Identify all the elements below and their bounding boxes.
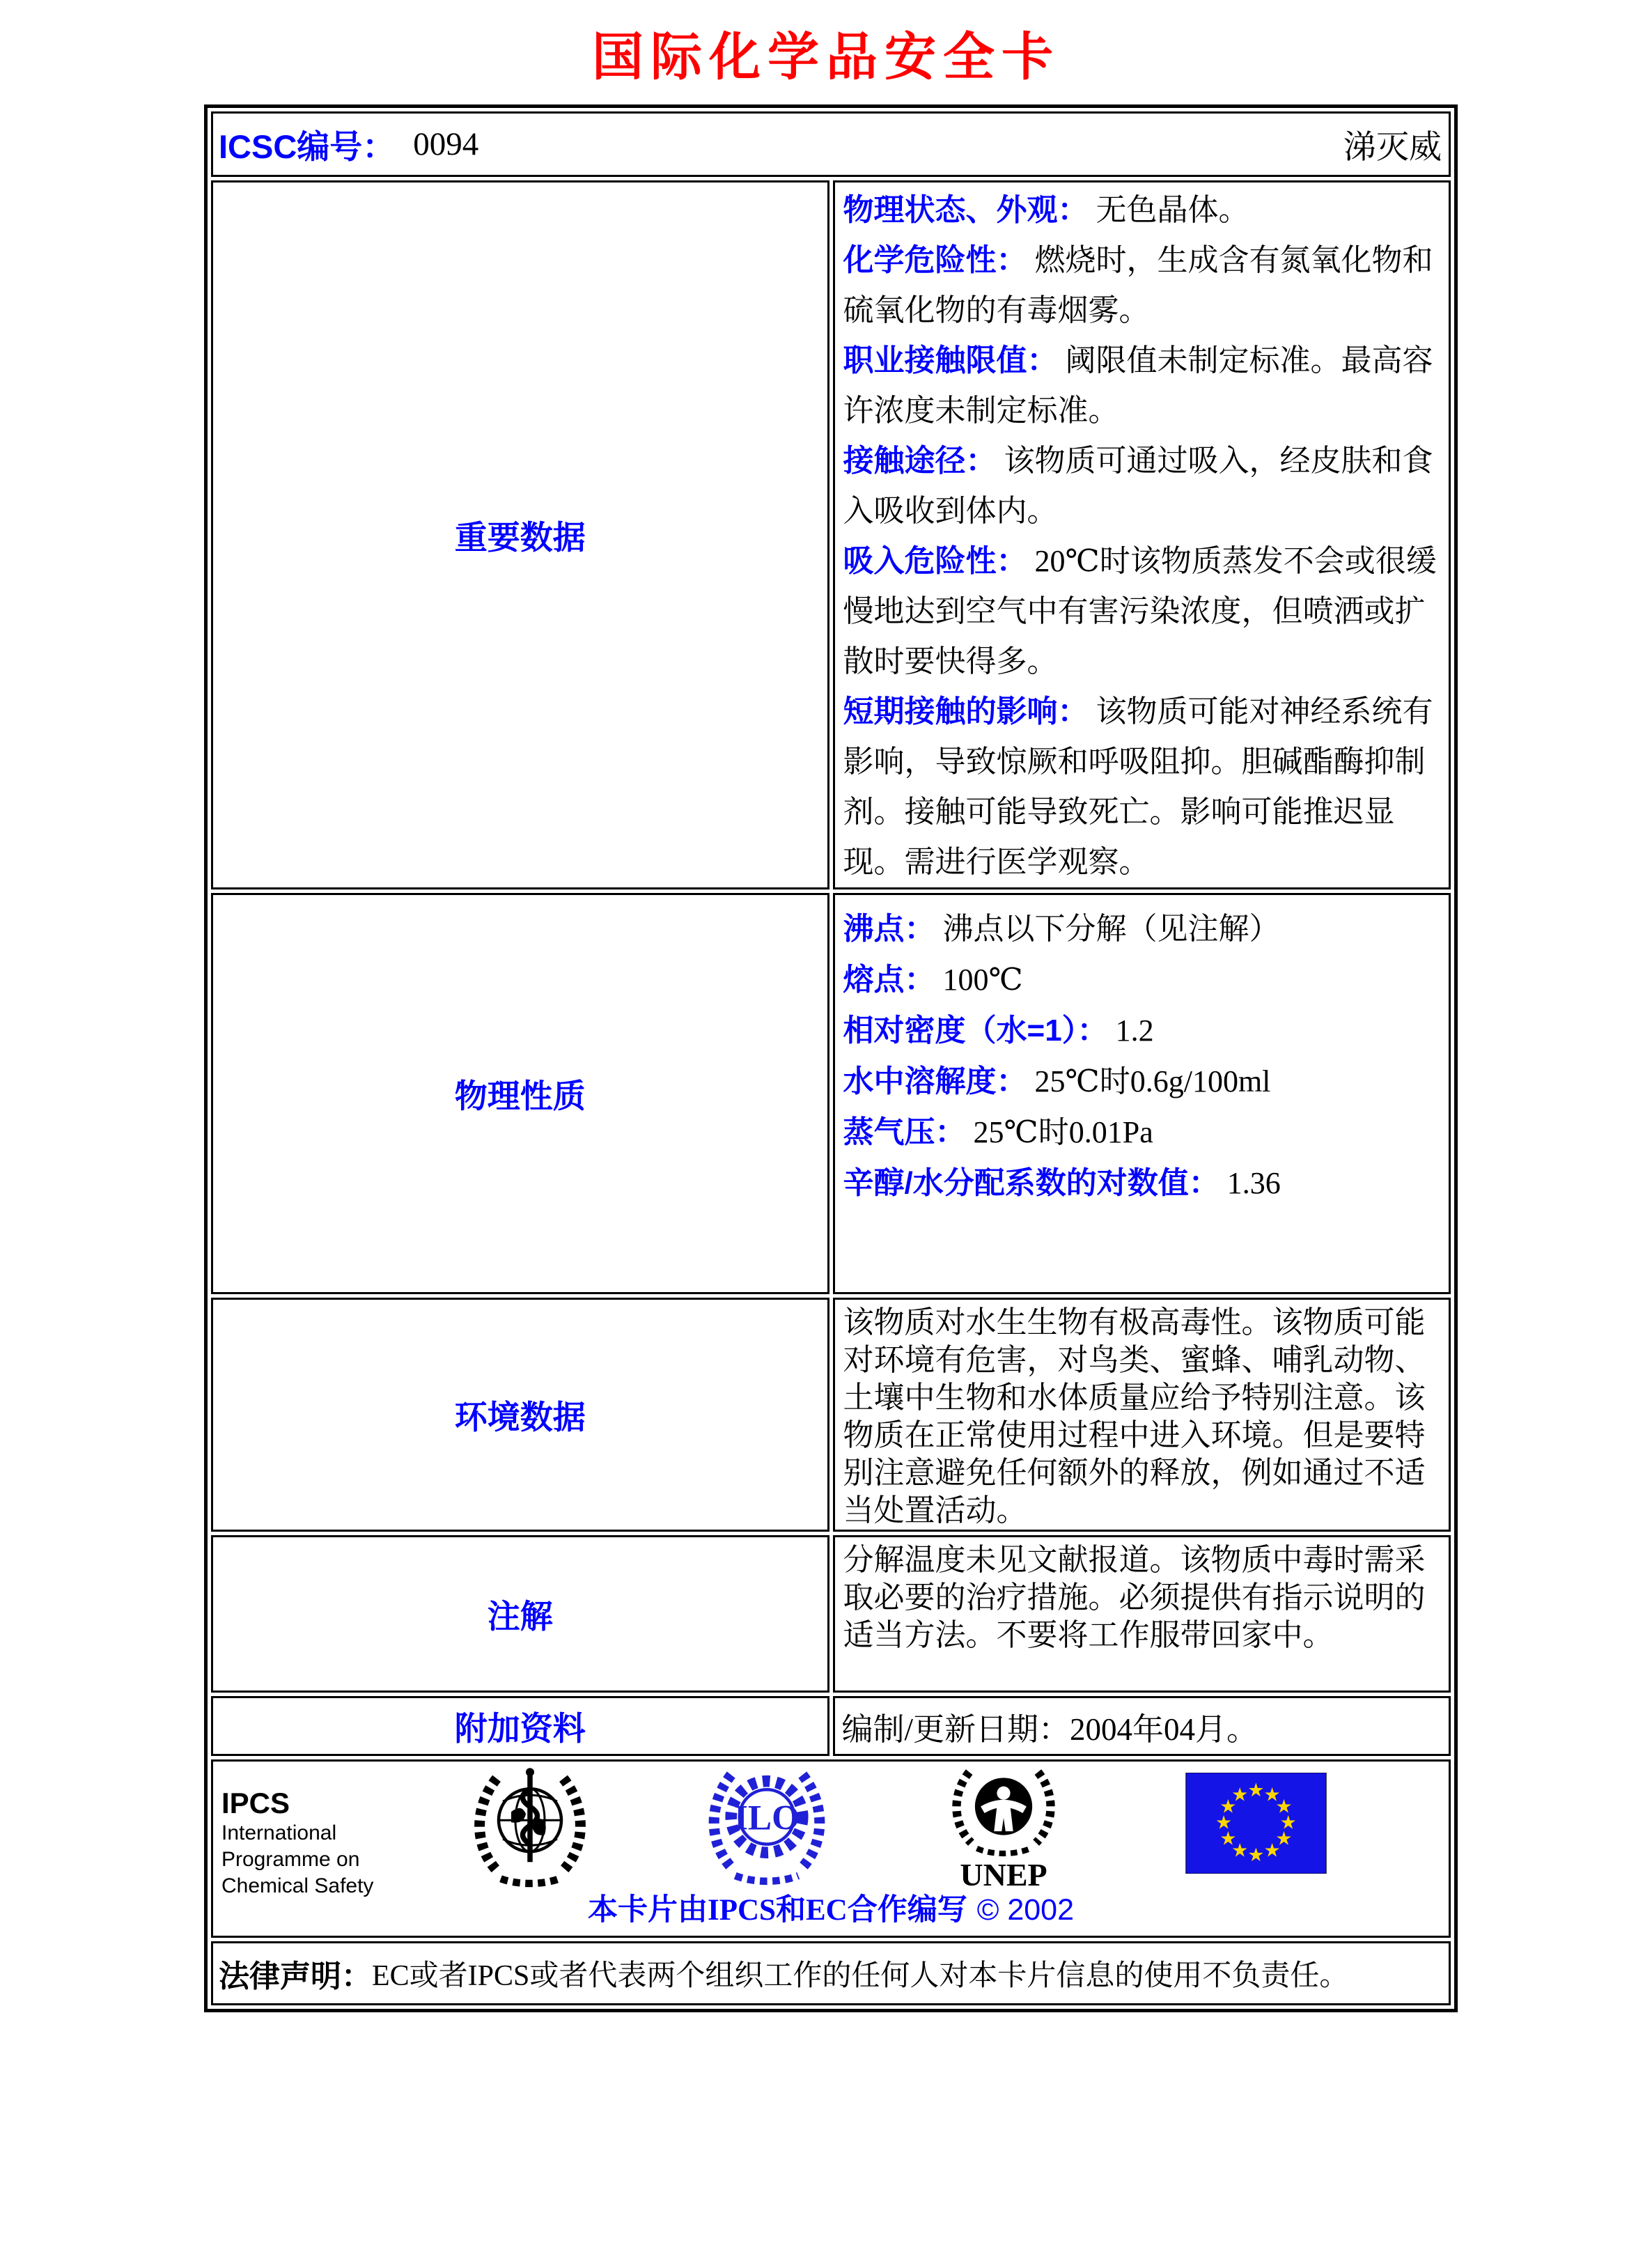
legal-notice-label: 法律声明： [219,1959,372,1993]
entry-text: 燃烧时，生成含有氮氧化物和硫氧化物的有毒烟雾。 [843,243,1433,327]
ilo-logo-icon [701,1764,833,1892]
prop-label: 相对密度（水=1）： [843,1013,1108,1048]
entry-label: 短期接触的影响： [843,694,1089,729]
prop-value: 25℃时0.01Pa [965,1115,1153,1149]
svg-text:★: ★ [1275,1796,1293,1817]
section-label-additional-info: 附加资料 [211,1696,829,1756]
prop-label: 水中溶解度： [843,1064,1027,1098]
notes-content [835,1537,1449,1654]
entry-label: 职业接触限值： [843,343,1058,378]
copyright-year: © 2002 [976,1893,1074,1927]
svg-text:ILO: ILO [733,1798,800,1838]
icsc-card-page [0,28,1652,2254]
cooperation-note [213,1886,1449,1929]
environmental-data-content [835,1300,1449,1530]
svg-text:★: ★ [1247,1780,1265,1801]
ipcs-line-2: Programme on [221,1848,360,1871]
entry-short-term-effects [843,687,1440,887]
entry-label: 吸入危险性： [843,544,1027,578]
entry-text: 20℃时该物质蒸发不会或很缓慢地达到空气中有害污染浓度，但喷洒或扩散时要快得多。 [843,544,1437,678]
entry-text: 该物质可通过吸入，经皮肤和食入吸收到体内。 [843,444,1433,528]
physical-properties-row [211,893,1451,1294]
update-date-text: 编制/更新日期：2004年04月。 [841,1711,1259,1747]
additional-info-row [211,1696,1451,1756]
prop-melting-point [843,954,1440,1005]
important-data-content [835,182,1449,887]
notes-row [211,1535,1451,1693]
icsc-number-value: 0094 [413,126,479,162]
environmental-data-row [211,1298,1451,1532]
safety-card-table [204,104,1458,2012]
unep-wordmark: UNEP [960,1857,1047,1892]
prop-boiling-point [843,903,1440,954]
prop-value: 100℃ [935,963,1023,997]
eu-flag-icon [1185,1773,1327,1877]
unep-logo-icon [944,1764,1063,1890]
ipcs-line-1: International [221,1821,337,1844]
legal-notice-row [211,1941,1451,2005]
ipcs-text-block [221,1787,373,1899]
svg-text:★: ★ [1219,1828,1237,1849]
entry-text: 无色晶体。 [1088,193,1249,227]
svg-text:★: ★ [1263,1840,1281,1861]
notes-text: 分解温度未见文献报道。该物质中毒时需采取必要的治疗措施。必须提供有指示说明的适当方法。不要将工作服带回家中。 [843,1543,1426,1652]
important-data-row [211,180,1451,889]
prop-label: 沸点： [843,912,935,946]
legal-notice-content [213,1943,1449,2003]
prop-value: 1.36 [1219,1166,1281,1200]
entry-physical-state [843,185,1440,235]
prop-relative-density [843,1005,1440,1056]
svg-text:★: ★ [1231,1784,1249,1805]
prop-vapor-pressure [843,1107,1440,1158]
section-label-environmental-data: 环境数据 [211,1298,829,1532]
physical-properties-content [835,895,1449,1208]
entry-inhalation-risk [843,536,1440,687]
svg-text:★: ★ [1215,1812,1233,1833]
additional-info-content [835,1698,1449,1754]
entry-exposure-limit [843,336,1440,436]
legal-notice-text: EC或者IPCS或者代表两个组织工作的任何人对本卡片信息的使用不负责任。 [372,1960,1349,1992]
entry-text: 该物质可能对神经系统有影响，导致惊厥和呼吸阻抑。胆碱酯酶抑制剂。接触可能导致死亡。影响可能推迟显现。需进行医学观察。 [843,694,1433,879]
prop-value: 25℃时0.6g/100ml [1027,1064,1271,1098]
ipcs-line-3: Chemical Safety [221,1874,374,1897]
header-row [211,111,1451,177]
entry-text: 阈限值未制定标准。最高容许浓度未制定标准。 [843,343,1433,428]
prop-value: 1.2 [1107,1013,1154,1048]
header-row-content [213,114,1449,175]
entry-label: 物理状态、外观： [843,193,1089,227]
ipcs-acronym: IPCS [221,1787,290,1819]
section-label-notes: 注解 [211,1535,829,1693]
svg-text:★: ★ [1231,1840,1249,1861]
cooperation-text: 本卡片由IPCS和EC合作编写 [588,1894,967,1927]
svg-text:★: ★ [1247,1844,1265,1865]
entry-exposure-route [843,436,1440,536]
icsc-number-label: ICSC编号： [219,127,396,165]
entry-chemical-danger [843,235,1440,336]
prop-label: 辛醇/水分配系数的对数值： [843,1166,1219,1200]
svg-text:★: ★ [1275,1828,1293,1849]
prop-label: 熔点： [843,963,935,997]
section-label-important-data: 重要数据 [211,180,829,889]
entry-label: 化学危险性： [843,243,1027,277]
page-title: 国际化学品安全卡 [592,27,1060,87]
svg-text:★: ★ [1219,1796,1237,1817]
svg-text:★: ★ [1263,1784,1281,1805]
substance-name: 涕灭威 [1343,129,1442,166]
environment-text: 该物质对水生生物有极高毒性。该物质可能对环境有危害，对鸟类、蜜蜂、哺乳动物、土壤中生物和水体质量应给予特别注意。该物质在正常使用过程中进入环境。但是要特别注意避免任何额外的释放，例如通过不适当处置活动。 [843,1305,1426,1528]
who-logo-icon [465,1766,595,1896]
prop-octanol-water [843,1158,1440,1208]
prop-water-solubility [843,1056,1440,1107]
logos-row [211,1759,1451,1938]
prop-label: 蒸气压： [843,1115,966,1149]
svg-text:★: ★ [1279,1812,1297,1833]
prop-value: 沸点以下分解（见注解） [935,912,1280,946]
entry-label: 接触途径： [843,444,997,478]
section-label-physical-properties: 物理性质 [211,893,829,1294]
